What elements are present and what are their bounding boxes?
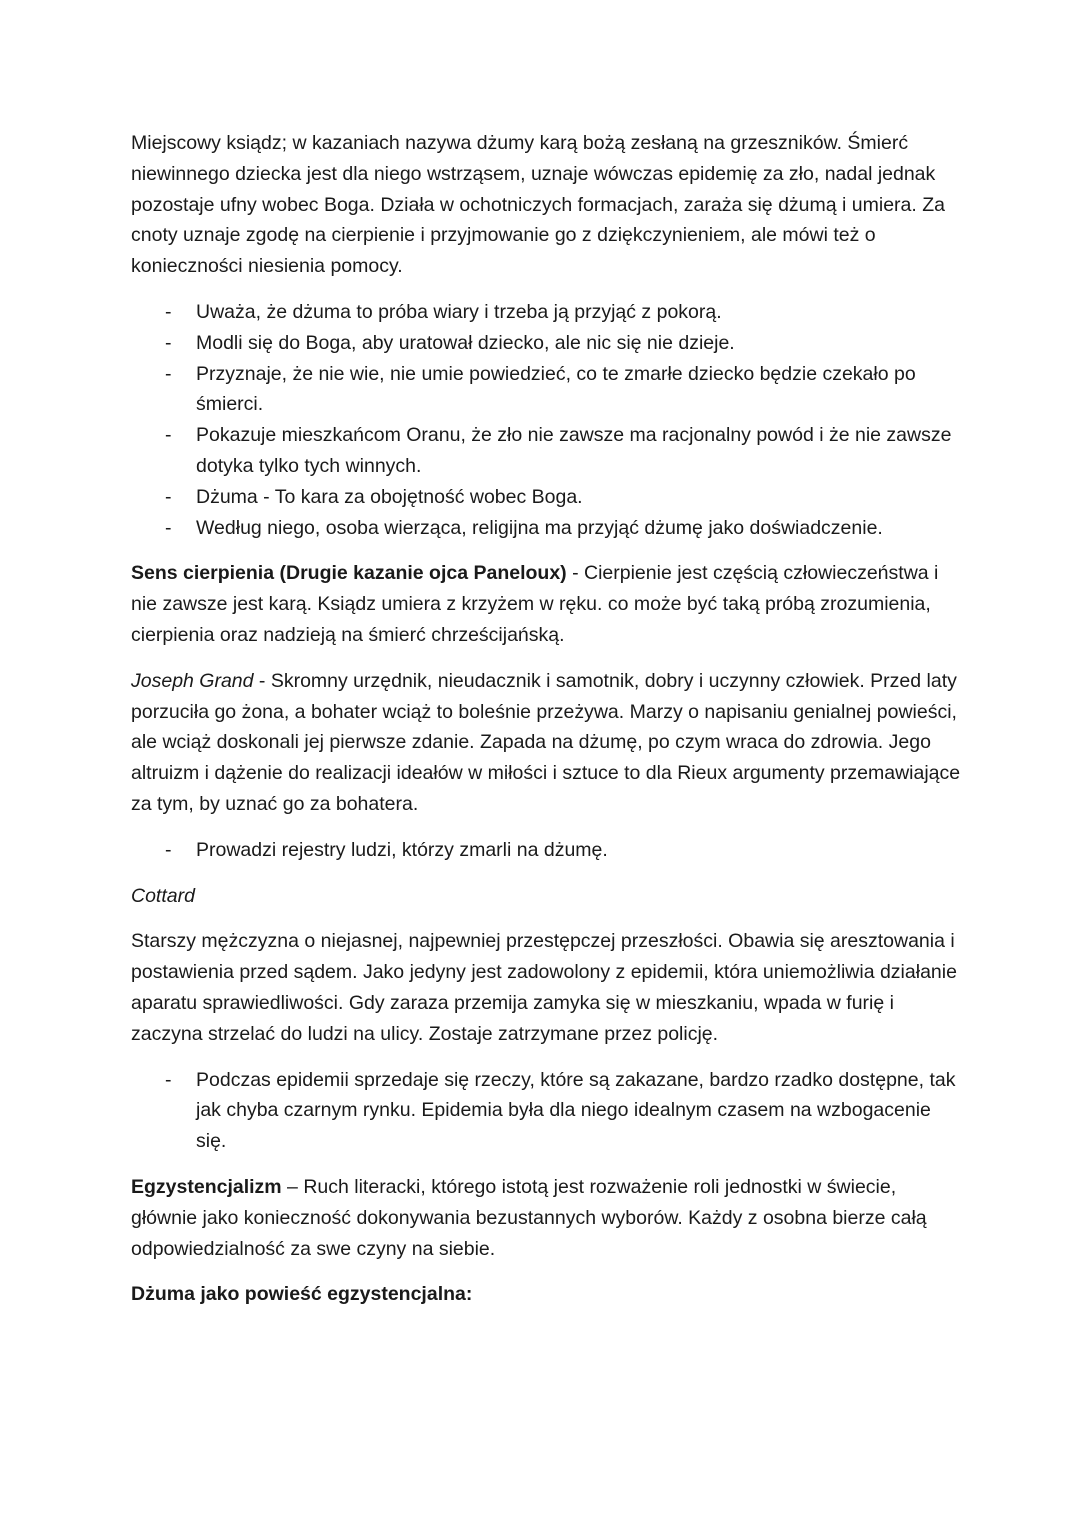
egzystencjalizm-paragraph (131, 1172, 961, 1264)
final-heading: Dżuma jako powieść egzystencjalna: (131, 1283, 473, 1306)
list-item: - Według niego, osoba wierząca, religijna ma przyjąć dżumę jako doświadczenie. (131, 513, 961, 544)
cottard-description: Starszy mężczyzna o niejasnej, najpewniej przestępczej przeszłości. Obawia się aresztowania i postawienia przed sądem. Jako jedyny jest zadowolony z epidemii, która uniemożliwia działanie aparatu sprawiedliwości. Gdy zaraza przemija zamyka się w mieszkaniu, wpada w furię i zaczyna strzelać do ludzi na ulicy. Zostaje zatrzymane przez policję. (131, 930, 957, 1045)
cottard-list (131, 1065, 961, 1157)
paneloux-description: Miejscowy ksiądz; w kazaniach nazywa dżumy karą bożą zesłaną na grzeszników. Śmierć niewinnego dziecka jest dla niego wstrząsem, uznaje wówczas epidemię za zło, nadal jednak pozostaje ufny wobec Boga. Działa w ochotniczych formacjach, zaraża się dżumą i umiera. Za cnoty uznaje zgodę na cierpienie i przyjmowanie go z dziękczynieniem, ale mówi też o konieczności niesienia pomocy. (131, 132, 945, 278)
document-page (131, 128, 961, 1325)
dash-bullet: - (165, 362, 172, 385)
cottard-name: Cottard (131, 884, 195, 907)
grand-text: - Skromny urzędnik, nieudacznik i samotnik, dobry i uczynny człowiek. Przed laty porzuciła go żona, a bohater wciąż to boleśnie przeżywa. Marzy o napisaniu genialnej powieści, ale wciąż doskonali jej pierwsze zdanie. Zapada na dżumę, po czym wraca do zdrowia. Jego altruizm i dążenie do realizacji ideałów w miłości i sztuce to dla Rieux argumenty przemawiające za tym, by uznać go za bohatera. (131, 669, 961, 815)
paneloux-list (131, 297, 961, 543)
dash-bullet: - (165, 1068, 172, 1091)
grand-list (131, 835, 961, 866)
list-item: - Prowadzi rejestry ludzi, którzy zmarli na dżumę. (131, 835, 961, 866)
list-item: - Pokazuje mieszkańcom Oranu, że zło nie zawsze ma racjonalny powód i że nie zawsze dotyka tylko tych winnych. (131, 420, 961, 482)
egzystencjalizm-term: Egzystencjalizm (131, 1175, 282, 1198)
list-item: - Dżuma - To kara za obojętność wobec Boga. (131, 482, 961, 513)
dash-bullet: - (165, 516, 172, 539)
list-item: - Modli się do Boga, aby uratował dziecko, ale nic się nie dzieje. (131, 328, 961, 359)
list-item: - Podczas epidemii sprzedaje się rzeczy, które są zakazane, bardzo rzadko dostępne, tak jak chyba czarnym rynku. Epidemia była dla niego idealnym czasem na wzbogacenie się. (131, 1065, 961, 1157)
dash-bullet: - (165, 485, 172, 508)
list-item: - Przyznaje, że nie wie, nie umie powiedzieć, co te zmarłe dziecko będzie czekało po śmierci. (131, 359, 961, 421)
dash-bullet: - (165, 331, 172, 354)
grand-name: Joseph Grand (131, 669, 254, 692)
dash-bullet: - (165, 300, 172, 323)
dash-bullet: - (165, 424, 172, 447)
grand-paragraph (131, 666, 961, 820)
egzystencjalizm-text: – Ruch literacki, którego istotą jest rozważenie roli jednostki w świecie, głównie jako konieczność dokonywania bezustannych wyborów. Każdy z osobna bierze całą odpowiedzialność za swe czyny na siebie. (131, 1175, 927, 1260)
sens-cierpienia-paragraph (131, 558, 961, 650)
sens-cierpienia-text: - Cierpienie jest częścią człowieczeństwa i nie zawsze jest karą. Ksiądz umiera z krzyżem w ręku. co może być taką próbą zrozumienia, cierpienia oraz nadzieją na śmierć chrześcijańską. (131, 562, 939, 646)
dash-bullet: - (165, 838, 172, 861)
sens-cierpienia-heading: Sens cierpienia (Drugie kazanie ojca Paneloux) (131, 562, 567, 585)
list-item: - Uważa, że dżuma to próba wiary i trzeba ją przyjąć z pokorą. (131, 297, 961, 328)
